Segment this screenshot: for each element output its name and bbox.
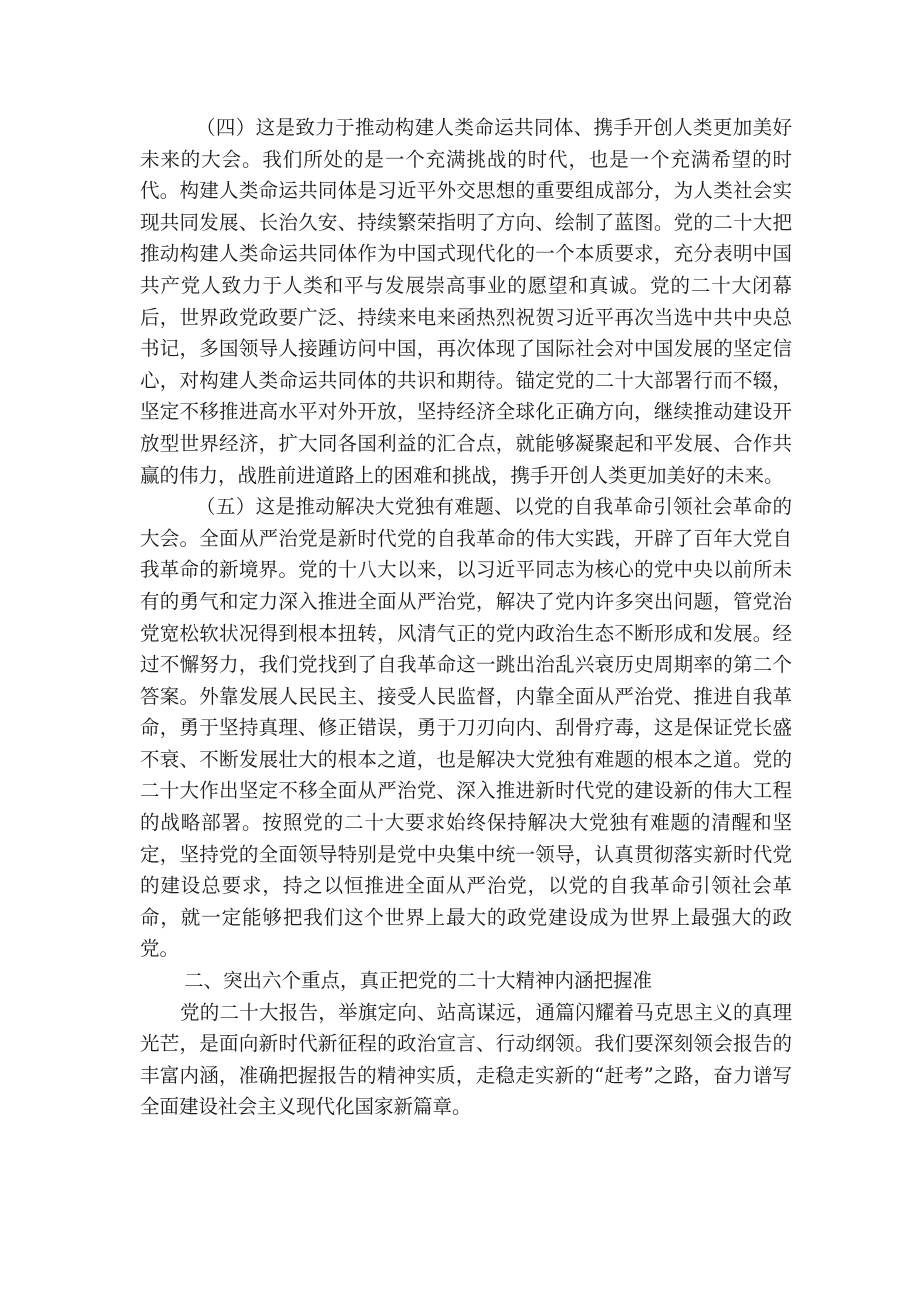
document-body: [140, 112, 792, 1123]
section-heading: 二、突出六个重点，真正把党的二十大精神内涵把握准: [184, 969, 653, 993]
paragraph-section-five: （五）这是推动解决大党独有难题、以党的自我革命引领社会革命的大会。全面从严治党是新时代党的自我革命的伟大实践，开辟了百年大党自我革命的新境界。党的十八大以来，以习近平同志为核心的党中央以前所未有的勇气和定力深入推进全面从严治党，解决了党内许多突出问题，管党治党宽松软状况得到根本扭转，风清气正的党内政治生态不断形成和发展。经过不懈努力，我们党找到了自我革命这一跳出治乱兴衰历史周期率的第二个答案。外靠发展人民民主、接受人民监督，内靠全面从严治党、推进自我革命，勇于坚持真理、修正错误，勇于刀刃向内、刮骨疗毒，这是保证党长盛不衰、不断发展壮大的根本之道，也是解决大党独有难题的根本之道。党的二十大作出坚定不移全面从严治党、深入推进新时代党的建设新的伟大工程的战略部署。按照党的二十大要求始终保持解决大党独有难题的清醒和坚定，坚持党的全面领导特别是党中央集中统一领导，认真贯彻落实新时代党的建设总要求，持之以恒推进全面从严治党，以党的自我革命引领社会革命，就一定能够把我们这个世界上最大的政党建设成为世界上最强大的政党。: [140, 495, 792, 961]
paragraph-section-four: （四）这是致力于推动构建人类命运共同体、携手开创人类更加美好未来的大会。我们所处的是一个充满挑战的时代，也是一个充满希望的时代。构建人类命运共同体是习近平外交思想的重要组成部分，为人类社会实现共同发展、长治久安、持续繁荣指明了方向、绘制了蓝图。党的二十大把推动构建人类命运共同体作为中国式现代化的一个本质要求，充分表明中国共产党人致力于人类和平与发展崇高事业的愿望和真诚。党的二十大闭幕后，世界政党政要广泛、持续来电来函热烈祝贺习近平再次当选中共中央总书记，多国领导人接踵访问中国，再次体现了国际社会对中国发展的坚定信心，对构建人类命运共同体的共识和期待。锚定党的二十大部署行而不辍，坚定不移推进高水平对外开放，坚持经济全球化正确方向，继续推动建设开放型世界经济，扩大同各国利益的汇合点，就能够凝聚起和平发展、合作共赢的伟力，战胜前进道路上的困难和挑战，携手开创人类更加美好的未来。: [140, 116, 792, 487]
paragraph-report-intro: 党的二十大报告，举旗定向、站高谋远，通篇闪耀着马克思主义的真理光芒，是面向新时代新征程的政治宣言、行动纲领。我们要深刻领会报告的丰富内涵，准确把握报告的精神实质，走稳走实新的“赶考”之路，奋力谱写全面建设社会主义现代化国家新篇章。: [140, 1000, 792, 1119]
